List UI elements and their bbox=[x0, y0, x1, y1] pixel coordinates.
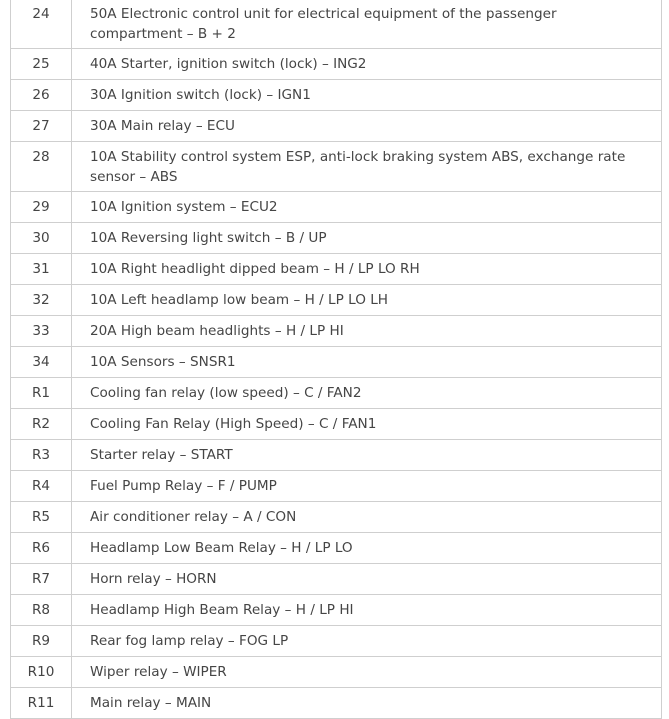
table-row bbox=[11, 378, 662, 409]
relay-number: R2 bbox=[11, 409, 72, 440]
fuse-number: 27 bbox=[11, 111, 72, 142]
table-row bbox=[11, 192, 662, 223]
relay-number: R6 bbox=[11, 533, 72, 564]
relay-number: R4 bbox=[11, 471, 72, 502]
relay-number: R11 bbox=[11, 688, 72, 719]
table-row bbox=[11, 347, 662, 378]
fuse-number: 29 bbox=[11, 192, 72, 223]
fuse-number: 25 bbox=[11, 49, 72, 80]
table-row bbox=[11, 688, 662, 719]
relay-description: Rear fog lamp relay – FOG LP bbox=[72, 626, 662, 657]
relay-description: Starter relay – START bbox=[72, 440, 662, 471]
relay-description: Headlamp Low Beam Relay – H / LP LO bbox=[72, 533, 662, 564]
table-row bbox=[11, 0, 662, 49]
fuse-number: 28 bbox=[11, 142, 72, 192]
relay-number: R9 bbox=[11, 626, 72, 657]
table-row bbox=[11, 409, 662, 440]
table-row bbox=[11, 440, 662, 471]
fuse-number: 31 bbox=[11, 254, 72, 285]
table-row bbox=[11, 49, 662, 80]
relay-description: Wiper relay – WIPER bbox=[72, 657, 662, 688]
table-row bbox=[11, 595, 662, 626]
relay-description: Horn relay – HORN bbox=[72, 564, 662, 595]
table-row bbox=[11, 142, 662, 192]
table-row bbox=[11, 254, 662, 285]
table-row bbox=[11, 657, 662, 688]
fuse-description: 50A Electronic control unit for electrical equipment of the passenger compartment – B + 2 bbox=[72, 0, 662, 49]
fuse-description: 40A Starter, ignition switch (lock) – ING2 bbox=[72, 49, 662, 80]
table-row bbox=[11, 111, 662, 142]
fuse-description: 10A Right headlight dipped beam – H / LP LO RH bbox=[72, 254, 662, 285]
relay-number: R7 bbox=[11, 564, 72, 595]
relay-number: R10 bbox=[11, 657, 72, 688]
fuse-description: 30A Ignition switch (lock) – IGN1 bbox=[72, 80, 662, 111]
relay-number: R8 bbox=[11, 595, 72, 626]
relay-description: Main relay – MAIN bbox=[72, 688, 662, 719]
relay-number: R3 bbox=[11, 440, 72, 471]
fuse-description: 10A Reversing light switch – B / UP bbox=[72, 223, 662, 254]
fuse-description: 20A High beam headlights – H / LP HI bbox=[72, 316, 662, 347]
relay-description: Headlamp High Beam Relay – H / LP HI bbox=[72, 595, 662, 626]
fuse-number: 24 bbox=[11, 0, 72, 49]
fuse-number: 26 bbox=[11, 80, 72, 111]
fuse-description: 10A Stability control system ESP, anti-lock braking system ABS, exchange rate sensor – ABS bbox=[72, 142, 662, 192]
table-row bbox=[11, 502, 662, 533]
fuse-description: 30A Main relay – ECU bbox=[72, 111, 662, 142]
fuse-number: 33 bbox=[11, 316, 72, 347]
relay-description: Air conditioner relay – A / CON bbox=[72, 502, 662, 533]
relay-description: Cooling Fan Relay (High Speed) – C / FAN1 bbox=[72, 409, 662, 440]
table-row bbox=[11, 316, 662, 347]
fuse-number: 32 bbox=[11, 285, 72, 316]
fuse-description: 10A Ignition system – ECU2 bbox=[72, 192, 662, 223]
table-row bbox=[11, 223, 662, 254]
table-row bbox=[11, 564, 662, 595]
fuse-number: 34 bbox=[11, 347, 72, 378]
table-row bbox=[11, 285, 662, 316]
relay-description: Cooling fan relay (low speed) – C / FAN2 bbox=[72, 378, 662, 409]
table-row bbox=[11, 471, 662, 502]
fuse-description: 10A Left headlamp low beam – H / LP LO LH bbox=[72, 285, 662, 316]
fuse-description: 10A Sensors – SNSR1 bbox=[72, 347, 662, 378]
relay-number: R1 bbox=[11, 378, 72, 409]
table-row bbox=[11, 80, 662, 111]
relay-description: Fuel Pump Relay – F / PUMP bbox=[72, 471, 662, 502]
fuse-number: 30 bbox=[11, 223, 72, 254]
table-row bbox=[11, 533, 662, 564]
table-row bbox=[11, 626, 662, 657]
fuse-table bbox=[10, 0, 662, 719]
relay-number: R5 bbox=[11, 502, 72, 533]
fuse-table-body bbox=[11, 0, 662, 719]
